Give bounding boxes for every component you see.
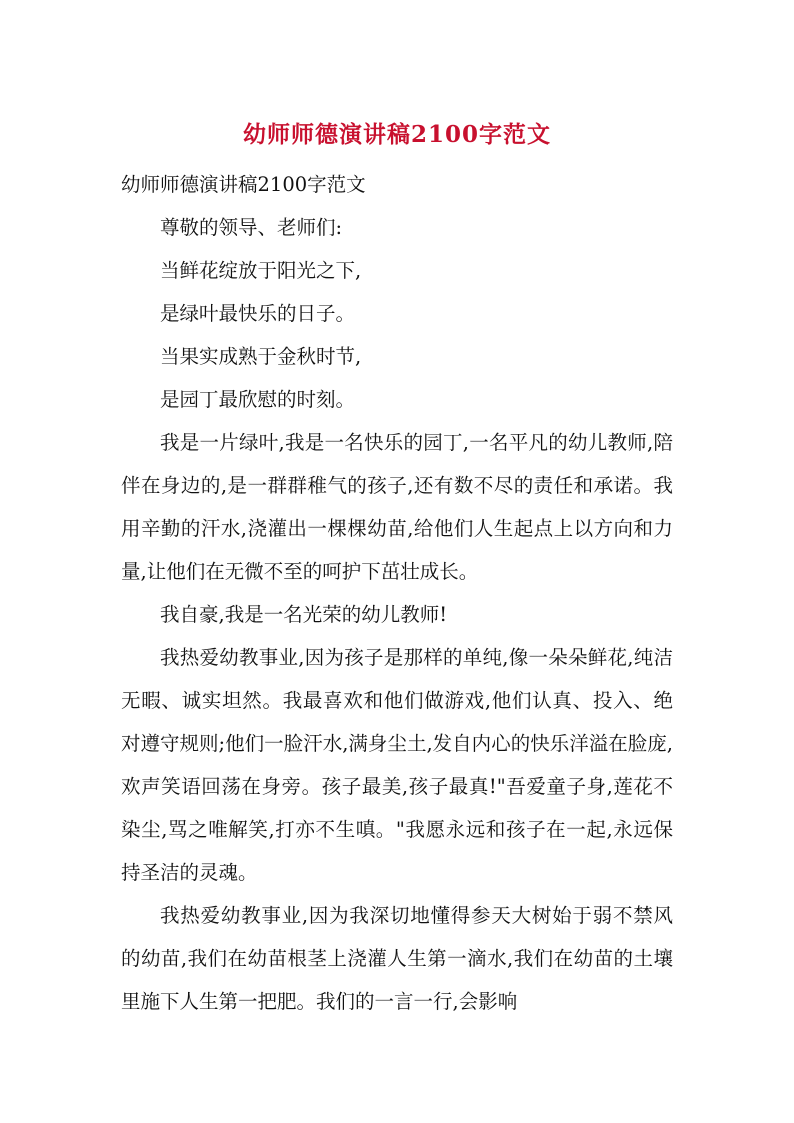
document-title: 幼师师德演讲稿2100字范文: [242, 121, 551, 149]
paragraph-proud: 我自豪,我是一名光荣的幼儿教师!: [160, 603, 448, 626]
paragraph-poem-line-2: 是绿叶最快乐的日子。: [160, 302, 356, 325]
paragraph-greeting: 尊敬的领导、老师们:: [160, 216, 343, 239]
paragraph-poem-line-4: 是园丁最欣慰的时刻。: [160, 388, 356, 411]
paragraph-green-leaf: 我是一片绿叶,我是一名快乐的园丁,一名平凡的幼儿教师,陪伴在身边的,是一群群稚气的孩子,还有数不尽的责任和承诺。我用辛勤的汗水,浇灌出一棵棵幼苗,给他们人生起点上以方向和力量,让他们在无微不至的呵护下茁壮成长。: [121, 431, 673, 583]
paragraph-poem-line-3: 当果实成熟于金秋时节,: [160, 345, 362, 368]
paragraph-love-children: 我热爱幼教事业,因为孩子是那样的单纯,像一朵朵鲜花,纯洁无暇、诚实坦然。我最喜欢和他们做游戏,他们认真、投入、绝对遵守规则;他们一脸汗水,满身尘土,发自内心的快乐洋溢在脸庞,欢声笑语回荡在身旁。孩子最美,孩子最真!"吾爱童子身,莲花不染尘,骂之唯解笑,打亦不生嗔。"我愿永远和孩子在一起,永远保持圣洁的灵魂。: [121, 646, 673, 884]
paragraph-poem-line-1: 当鲜花绽放于阳光之下,: [160, 259, 362, 282]
document-subtitle: 幼师师德演讲稿2100字范文: [121, 173, 366, 196]
paragraph-seedlings: 我热爱幼教事业,因为我深切地懂得参天大树始于弱不禁风的幼苗,我们在幼苗根茎上浇灌人生第一滴水,我们在幼苗的土壤里施下人生第一把肥。我们的一言一行,会影响: [121, 904, 673, 1013]
document-body: [121, 163, 673, 1023]
